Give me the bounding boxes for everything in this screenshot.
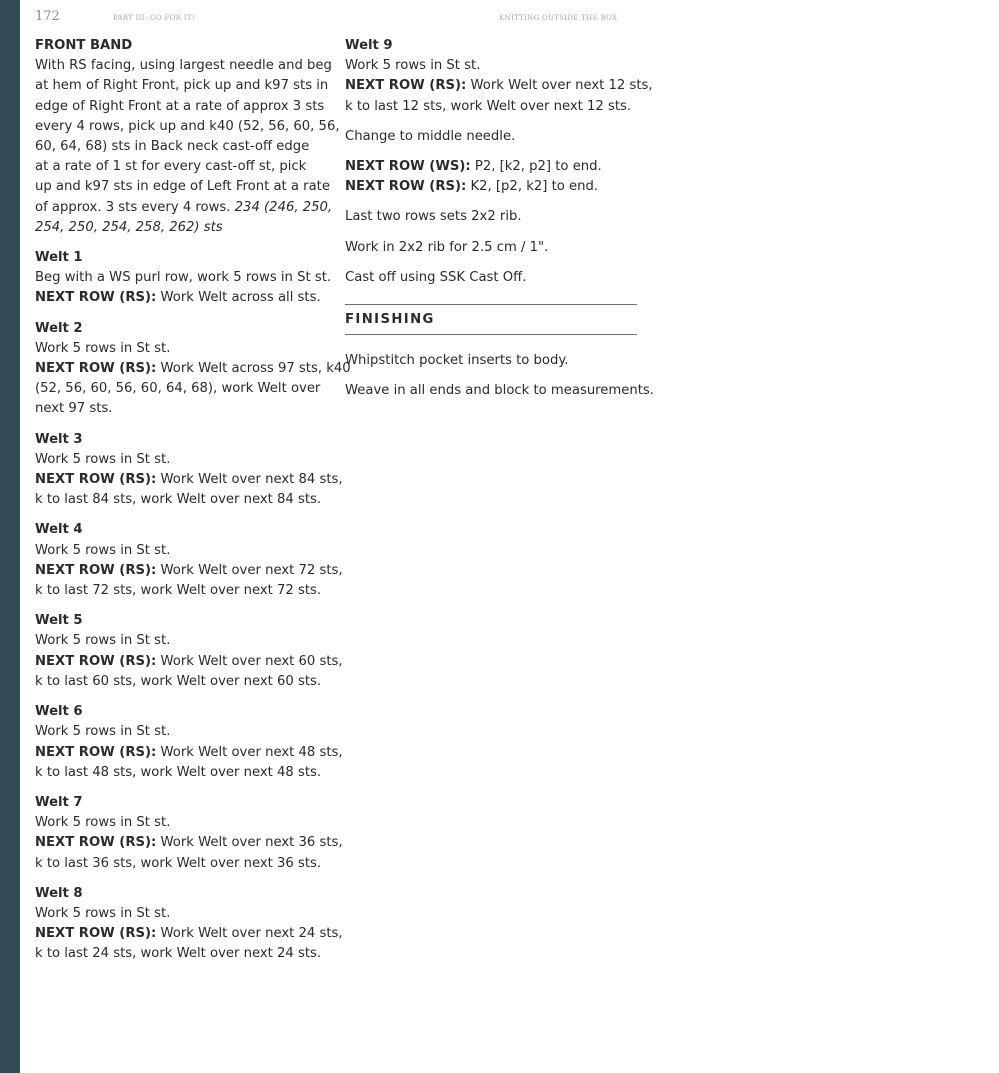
welt-instruction: Work 5 rows in St st. — [35, 905, 171, 921]
next-row-label: NEXT ROW (RS): — [35, 926, 157, 942]
next-row-label: NEXT ROW (RS): — [35, 744, 157, 760]
welt-instruction-continued: k to last 24 sts, work Welt over next 24 sts. — [35, 946, 322, 962]
cast-off-instruction: Cast off using SSK Cast Off. — [345, 269, 527, 285]
welt-instruction: Work 5 rows in St st. — [35, 724, 171, 740]
next-row-text: P2, [k2, p2] to end. — [470, 159, 602, 175]
next-row-label: NEXT ROW (RS): — [35, 361, 157, 377]
left-column — [35, 36, 351, 975]
welt-heading: Welt 7 — [35, 794, 83, 810]
next-row-label: NEXT ROW (RS): — [35, 653, 157, 669]
next-row-text: Work Welt across all sts. — [156, 290, 321, 306]
rib-sets-instruction: Last two rows sets 2x2 rib. — [345, 209, 522, 225]
welt-instruction: Work 5 rows in St st. — [35, 633, 171, 649]
welt-instruction: Work 5 rows in St st. — [35, 542, 171, 558]
next-row-rs-instruction — [345, 177, 637, 197]
next-row-text: Work Welt over next 12 sts, — [466, 78, 653, 94]
welt-heading: Welt 4 — [35, 522, 83, 538]
next-row-text: K2, [p2, k2] to end. — [466, 179, 599, 195]
change-needle-instruction: Change to middle needle. — [345, 128, 516, 144]
front-band-line: up and k97 sts in edge of Left Front at a rate — [35, 179, 330, 195]
welt-instruction-continued: k to last 72 sts, work Welt over next 72 sts. — [35, 583, 322, 599]
welt-section — [35, 884, 343, 965]
next-row-text: Work Welt over next 60 sts, — [156, 653, 343, 669]
welt-instruction-continued: k to last 12 sts, work Welt over next 12 sts. — [345, 98, 632, 114]
rib-rows — [345, 157, 637, 197]
welt-section — [35, 319, 351, 420]
next-row-instruction — [35, 652, 343, 672]
front-band-text: of approx. 3 sts every 4 rows. — [35, 199, 235, 215]
welt-section — [35, 248, 331, 309]
next-row-text: Work Welt over next 24 sts, — [156, 926, 343, 942]
welt-instruction: Work 5 rows in St st. — [345, 58, 481, 74]
front-band-line: With RS facing, using largest needle and beg — [35, 58, 332, 74]
welt-heading: Welt 5 — [35, 613, 83, 629]
next-row-instruction — [345, 76, 653, 96]
front-band-line — [35, 198, 331, 218]
stitch-count-italic: 234 (246, 250, — [234, 199, 333, 215]
right-column — [345, 36, 654, 412]
front-band-line: at hem of Right Front, pick up and k97 sts in — [35, 78, 329, 94]
running-header-part: PART III: GO FOR IT! — [113, 14, 195, 22]
finishing-heading: FINISHING — [345, 312, 435, 328]
welt-section — [35, 702, 343, 783]
welt-instruction: Work 5 rows in St st. — [35, 340, 171, 356]
welt-instruction-continued: (52, 56, 60, 56, 60, 64, 68), work Welt over — [35, 381, 321, 397]
next-row-instruction — [35, 359, 351, 379]
welt-heading: Welt 2 — [35, 320, 83, 336]
welt-heading: Welt 3 — [35, 431, 83, 447]
next-row-text: Work Welt over next 84 sts, — [156, 472, 343, 488]
next-row-text: Work Welt over next 36 sts, — [156, 835, 343, 851]
next-row-ws-instruction — [345, 157, 637, 177]
next-row-text: Work Welt across 97 sts, k40 — [156, 361, 351, 377]
next-row-label: NEXT ROW (RS): — [35, 472, 157, 488]
welt-instruction-continued: next 97 sts. — [35, 401, 113, 417]
finishing-bottom-rule — [345, 334, 637, 335]
finishing-paragraph: Whipstitch pocket inserts to body. — [345, 353, 569, 369]
next-row-label: NEXT ROW (RS): — [35, 835, 157, 851]
welt-instruction: Work 5 rows in St st. — [35, 451, 171, 467]
front-band-section — [35, 36, 340, 238]
next-row-instruction — [35, 743, 343, 763]
finishing-paragraph: Weave in all ends and block to measurements. — [345, 383, 654, 399]
welt-section — [35, 430, 343, 511]
page-number: 172 — [35, 9, 60, 24]
welt-heading: Welt 6 — [35, 704, 83, 720]
next-row-instruction — [35, 561, 343, 581]
next-row-text: Work Welt over next 48 sts, — [156, 744, 343, 760]
book-spine-band — [0, 0, 20, 1073]
next-row-label: NEXT ROW (RS): — [35, 290, 157, 306]
welt-instruction: Work 5 rows in St st. — [35, 815, 171, 831]
welt-instruction-continued: k to last 36 sts, work Welt over next 36 sts. — [35, 855, 322, 871]
rib-work-instruction: Work in 2x2 rib for 2.5 cm / 1". — [345, 239, 549, 255]
front-band-line: at a rate of 1 st for every cast-off st, pick — [35, 159, 307, 175]
front-band-line: edge of Right Front at a rate of approx 3 sts — [35, 98, 325, 114]
next-row-label: NEXT ROW (RS): — [345, 78, 467, 94]
next-row-label: NEXT ROW (WS): — [345, 159, 471, 175]
next-row-text: Work Welt over next 72 sts, — [156, 562, 343, 578]
welt-section — [345, 36, 653, 117]
welt-section — [35, 611, 343, 692]
next-row-instruction — [35, 470, 343, 490]
next-row-label: NEXT ROW (RS): — [35, 562, 157, 578]
section-heading-front-band: FRONT BAND — [35, 38, 133, 53]
welt-section — [35, 520, 343, 601]
welt-heading: Welt 8 — [35, 885, 83, 901]
next-row-instruction — [35, 833, 343, 853]
welt-heading: Welt 1 — [35, 250, 83, 266]
welt-instruction-continued: k to last 60 sts, work Welt over next 60 sts. — [35, 673, 322, 689]
running-header-book-title: KNITTING OUTSIDE THE BOX — [499, 14, 618, 22]
next-row-instruction — [35, 288, 331, 308]
welt-section — [35, 793, 343, 874]
welt-heading: Welt 9 — [345, 38, 393, 53]
front-band-line: every 4 rows, pick up and k40 (52, 56, 60, 56, — [35, 118, 340, 134]
next-row-instruction — [35, 924, 343, 944]
next-row-label: NEXT ROW (RS): — [345, 179, 467, 195]
front-band-line: 60, 64, 68) sts in Back neck cast-off edge — [35, 139, 310, 155]
welt-instruction-continued: k to last 48 sts, work Welt over next 48 sts. — [35, 764, 322, 780]
welt-instruction: Beg with a WS purl row, work 5 rows in St st. — [35, 270, 332, 286]
welt-instruction-continued: k to last 84 sts, work Welt over next 84 sts. — [35, 492, 322, 508]
stitch-count-italic: 254, 250, 254, 258, 262) sts — [35, 219, 223, 235]
